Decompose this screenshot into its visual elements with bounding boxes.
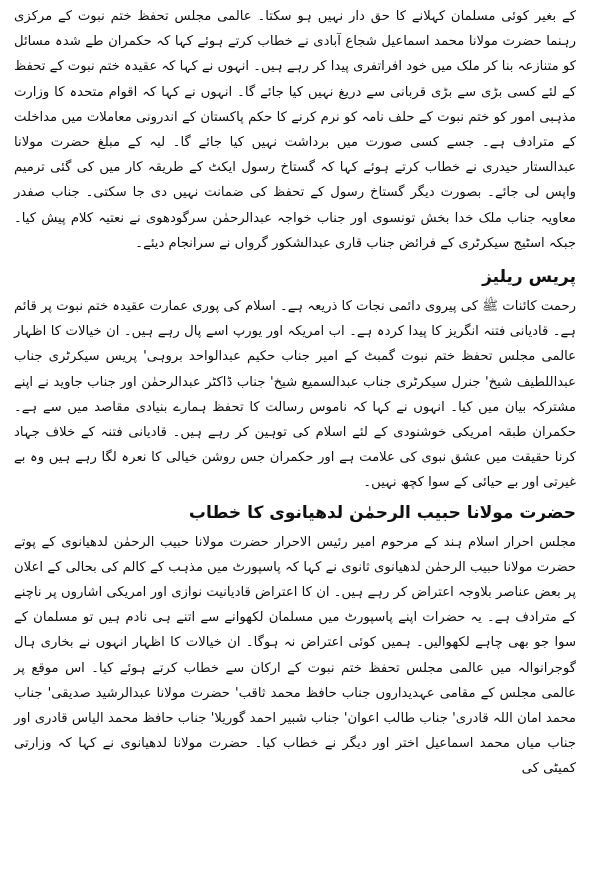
body-paragraph-3: مجلس احرار اسلام ہند کے مرحوم امیر رئیس الاحرار حضرت مولانا حبیب الرحمٰن لدھیانوی کے پوتے حضرت مولانا حبیب الرحمٰن لدھیانوی ثانوی نے کہا کہ پاسپورٹ میں مذہب کے کالم کی بحالی کے اعلان پر بعض عناصر بلاوجہ اعتراض کر رہے ہیں۔ ان کا اعتراض قادیانیت نوازی اور امریکی اشاروں پر ناچنے کے مترادف ہے۔ یہ حضرات اپنے پاسپورٹ میں مسلمان لکھوانے سے اتنے ہی نادم ہیں تو مسلمان کے سوا جو بھی چاہے لکھوالیں۔ ہمیں کوئی اعتراض نہ ہوگا۔ ان خیالات کا اظہار انہوں نے بخاری ہال گوجرانوالہ میں عالمی مجلس تحفظ ختم نبوت کے ارکان سے خطاب کرتے ہوئے کیا۔ اس موقع پر عالمی مجلس کے مقامی عہدیداروں جناب حافظ محمد ثاقب' حضرت مولانا عبدالرشید صدیقی' جناب محمد امان اللہ قادری' جناب طالب اعوان' جناب شبیر احمد گوریلا' جناب حافظ محمد الیاس قادری اور جناب میاں محمد اسماعیل اختر اور دیگر نے خطاب کیا۔ حضرت مولانا لدھیانوی نے کہا کہ وزارتی کمیٹی کی xyxy=(14,534,576,777)
section-heading-ludhianvi-speech: حضرت مولانا حبیب الرحمٰن لدھیانوی کا خطاب xyxy=(188,502,576,523)
body-paragraph-1: کے بغیر کوئی مسلمان کہلانے کا حق دار نہیں ہو سکتا۔ عالمی مجلس تحفظ ختم نبوت کے مرکزی رہنما حضرت مولانا محمد اسماعیل شجاع آبادی نے خطاب کرتے ہوئے کہا کہ حکمران طے شدہ مسائل کو متنازعہ بنا کر ملک میں خود افراتفری پیدا کر رہے ہیں۔ انہوں نے کہا کہ عقیدہ ختم نبوت کے تحفظ کے لئے کسی بڑی سے بڑی قربانی سے دریغ نہیں کیا جائے گا۔ انہوں نے کہا کہ اقوام متحدہ کا وزارت مذہبی امور کو ختم نبوت کے حلف نامہ کو نرم کرنے کا حکم پاکستان کے اندرونی معاملات میں مداخلت کے مترادف ہے۔ جسے کسی صورت میں برداشت نہیں کیا جائے گا۔ لیہ کے مبلغ حضرت مولانا عبدالستار حیدری نے خطاب کرتے ہوئے کہا کہ گستاخ رسول ایکٹ کے طریقہ کار میں کی گئی ترمیم واپس لی جائے۔ بصورت دیگر گستاخ رسول کے تحفظ کی ضمانت نہیں دی جا سکتی۔ جناب صفدر معاویہ جناب ملک خدا بخش تونسوی اور جناب خواجہ عبدالرحمٰن سرگودھوی نے نعتیہ کلام پیش کیا۔ جبکہ اسٹیج سیکرٹری کے فرائض جناب قاری عبدالشکور گرواں نے سرانجام دیئے۔ xyxy=(14,9,576,251)
body-paragraph-2: رحمت کائنات ﷺ کی پیروی دائمی نجات کا ذریعہ ہے۔ اسلام کی پوری عمارت عقیدہ ختم نبوت پر قائم ہے۔ قادیانی فتنہ انگریز کا پیدا کردہ ہے۔ اب امریکہ اور یورپ اسے پال رہے ہیں۔ ان خیالات کا اظہار عالمی مجلس تحفظ ختم نبوت گمبٹ کے امیر جناب حکیم عبدالواحد بروہی' پریس سیکرٹری جناب عبداللطیف شیخ' جنرل سیکرٹری جناب عبدالسمیع شیخ' جناب ڈاکٹر عبدالرحمٰن اور جناب جاوید نے اپنے مشترکہ بیان میں کیا۔ انہوں نے کہا کہ ناموس رسالت کا تحفظ ہمارے بنیادی مقاصد میں سے ہے۔ حکمران طبقہ امریکی خوشنودی کے لئے اسلام کی توہین کر رہے ہیں۔ قادیانی فتنہ کے خلاف جہاد کرنا حقیقت میں عشق نبوی کی علامت ہے اور حکمران جس روشن خیالی کا نعرہ لگا رہے ہیں وہ بے غیرتی اور بے حیائی کے سوا کچھ نہیں۔ xyxy=(14,299,576,491)
section-heading-press-release: پریس ریلیز xyxy=(482,267,576,288)
